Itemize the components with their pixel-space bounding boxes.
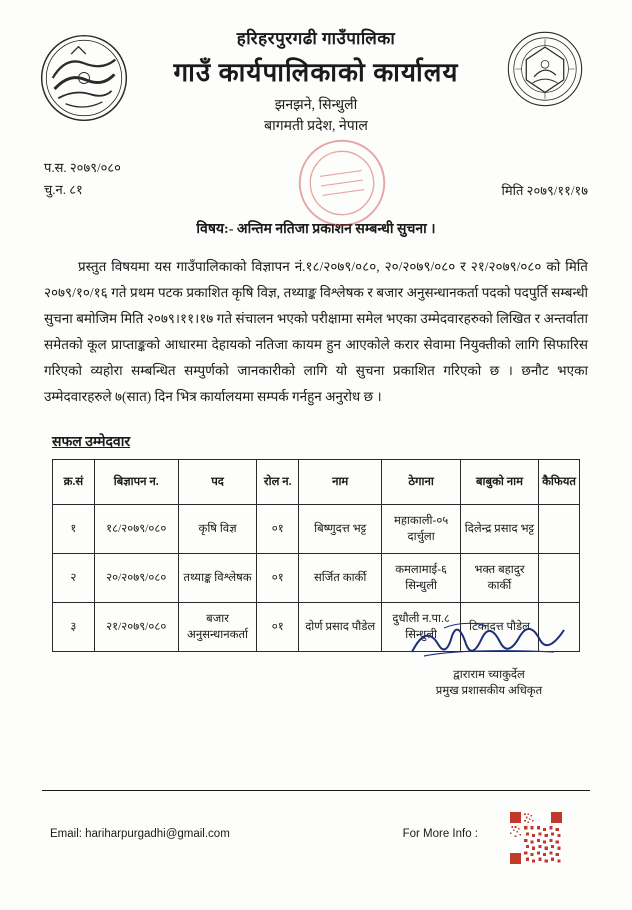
signatory-name: द्वाराराम च्याकुर्देल [453,669,525,681]
footer-more-info-label: For More Info : [402,828,478,840]
subject-line: विषय:- अन्तिम नतिजा प्रकाशन सम्बन्धी सुचना । [196,222,436,237]
letterhead [0,0,632,135]
footer-divider [42,790,590,791]
notice-paragraph: प्रस्तुत विषयमा यस गाउँपालिकाको विज्ञापन नं.१८/२०७९/०८०, २०/२०७९/०८० र २१/२०७९/०८० को मिति २०७९/१०/१६ गते प्रथम पटक प्रकाशित कृषि विज्ञ, तथ्याङ्क विश्लेषक र बजार अनुसन्धानकर्ता पदको पदपुर्ति सम्बन्धी सुचना बमोजिम मिति २०७९।११।१७ गते संचालन भएको परीक्षामा समेल भएका उम्मेदवारहरुको लिखित र अन्तर्वाता समेतको कूल प्राप्ताङ्कको आधारमा देहायको नतिजा कायम हुन आएकोले करार सेवामा नियुक्तीको लागि सिफारिस गरिएको व्यहोरा सम्बन्धित सम्पुर्णको जानकारीको लागि यो सुचना प्रकाशित गरिएको छ । छनौट भएका उम्मेदवारहरुले ७(सात) दिन भित्र कार्यालयमा सम्पर्क गर्नहुन अनुरोध छ । [44,259,588,404]
patra-sankhya: प.स. २०७९/०८० [44,160,121,175]
nepal-government-emblem-icon [38,32,130,124]
column-header-remark: कैफियत [539,460,580,505]
signatory-title: प्रमुख प्रशासकीय अधिकृत [435,685,543,697]
chalani-sankhya: चु.न. ८१ [44,182,83,197]
column-header-father: बाबुको नाम [460,460,538,505]
cell-ad-no: १८/२०७९/०८० [94,505,178,554]
cell-address: दुधौली न.पा.८ सिन्धुली [382,603,461,652]
cell-roll: ०१ [257,554,299,603]
municipality-seal-icon [506,30,584,108]
column-header-post: पद [178,460,257,505]
cell-sn: २ [53,554,95,603]
cell-post: कृषि विज्ञ [178,505,257,554]
office-round-stamp-icon [288,129,396,237]
cell-name: बिष्णुदत्त भट्ट [299,505,382,554]
cell-name: सर्जित कार्की [299,554,382,603]
column-header-ad-no: बिज्ञापन न. [94,460,178,505]
letter-date: मिति २०७९/११/१७ [501,183,588,198]
org-province-line: बागमती प्रदेश, नेपाल [264,119,368,134]
cell-post: तथ्याङ्क विश्लेषक [178,554,257,603]
notice-body [44,254,588,410]
cell-sn: १ [53,505,95,554]
footer-email: Email: hariharpurgadhi@gmail.com [50,828,230,840]
handwritten-signature-icon [404,618,574,662]
column-header-sn: क्र.सं [53,460,95,505]
table-header-row [53,460,580,505]
org-address-line: झनझने, सिन्धुली [274,98,358,113]
reference-row [44,157,588,205]
cell-address: कमलामाई-६ सिन्धुली [382,554,461,603]
cell-father: दिलेन्द्र प्रसाद भट्ट [460,505,538,554]
table-row [53,505,580,554]
cell-ad-no: २०/२०७९/०८० [94,554,178,603]
column-header-name: नाम [299,460,382,505]
reference-numbers [44,157,121,201]
cell-roll: ०१ [257,603,299,652]
column-header-address: ठेगाना [382,460,461,505]
signature-block [404,618,574,699]
cell-remark [539,554,580,603]
cell-post: बजार अनुसन्धानकर्ता [178,603,257,652]
org-name-line2: गाउँ कार्यपालिकाको कार्यालय [173,58,459,87]
column-header-roll-no: रोल न. [257,460,299,505]
cell-name: दोर्ण प्रसाद पौडेल [299,603,382,652]
section-title-wrap [0,410,632,459]
cell-remark [539,505,580,554]
successful-candidates-heading: सफल उम्मेदवार [52,435,131,450]
cell-father: टिकादत्त पौडेल [460,603,538,652]
qr-code-icon[interactable] [510,812,562,864]
cell-father: भक्त बहादुर कार्की [460,554,538,603]
table-row [53,554,580,603]
cell-sn: ३ [53,603,95,652]
cell-ad-no: २१/२०७९/०८० [94,603,178,652]
cell-address: महाकाली-०५ दार्चुला [382,505,461,554]
footer [42,812,590,872]
cell-roll: ०१ [257,505,299,554]
org-name-line1: हरिहरपुरगढी गाउँपालिका [236,29,396,48]
